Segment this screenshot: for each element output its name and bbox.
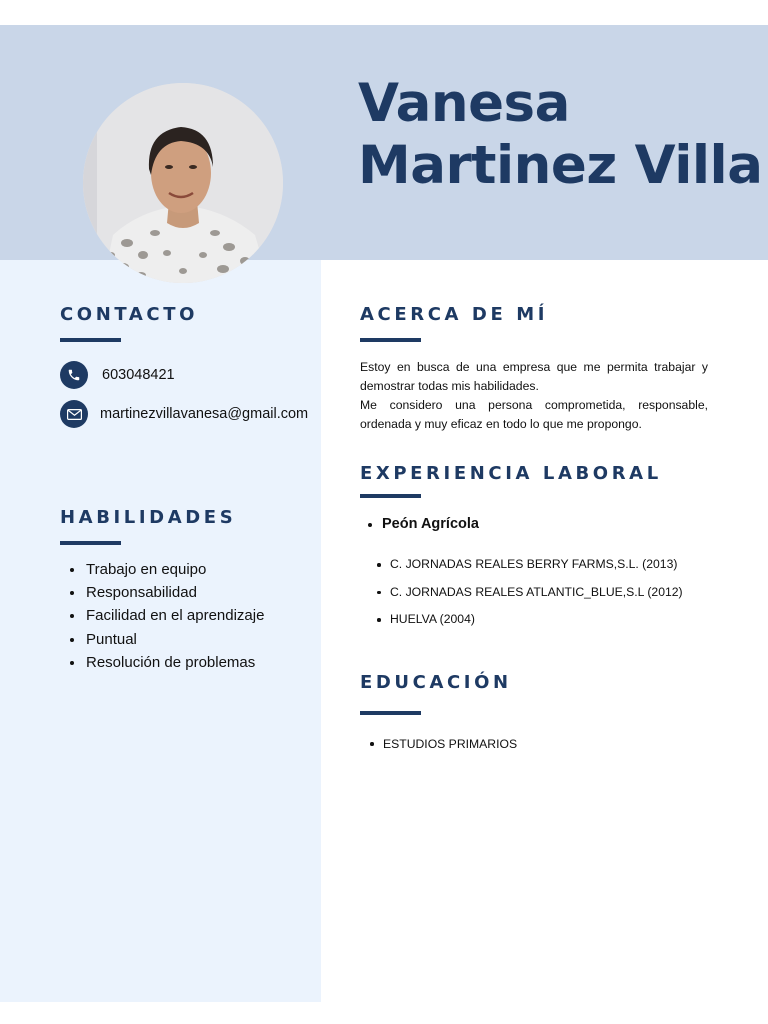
full-name [358,73,762,197]
email-address: martinezvillavanesa@gmail.com [100,406,309,422]
skills-list [86,558,264,674]
phone-icon [60,361,88,389]
experience-role: Peón Agrícola [382,516,479,532]
experience-item: HUELVA (2004) [390,606,683,634]
skill-item: Facilidad en el aprendizaje [86,604,264,627]
education-section-title: EDUCACIÓN [360,672,512,693]
experience-item: C. JORNADAS REALES BERRY FARMS,S.L. (2013) [390,551,683,579]
first-name: Vanesa [358,73,570,134]
experience-role-list [382,514,479,534]
envelope-icon [60,400,88,428]
education-title-underline [360,711,421,715]
about-text [360,358,708,434]
about-title-underline [360,338,421,342]
skill-item: Resolución de problemas [86,651,264,674]
last-name: Martinez Villa [358,135,763,196]
about-paragraph: Estoy en busca de una empresa que me permita trabajar y demostrar todas mis habilidades. [360,360,708,393]
skill-item: Responsabilidad [86,581,264,604]
experience-item: C. JORNADAS REALES ATLANTIC_BLUE,S.L (2012) [390,579,683,607]
about-section-title: ACERCA DE MÍ [360,304,549,325]
education-item: ESTUDIOS PRIMARIOS [383,737,518,751]
experience-list [390,551,683,634]
contact-title-underline [60,338,121,342]
profile-photo [83,83,283,283]
contact-section-title: CONTACTO [60,304,198,325]
experience-title-underline [360,494,421,498]
contact-phone-row [60,361,175,389]
skills-title-underline [60,541,121,545]
skill-item: Trabajo en equipo [86,558,264,581]
phone-number: 603048421 [102,367,175,383]
skill-item: Puntual [86,628,264,651]
skills-section-title: HABILIDADES [60,507,237,528]
about-paragraph: Me considero una persona comprometida, responsable, ordenada y muy eficaz en todo lo que me propongo. [360,398,708,431]
contact-email-row [60,400,308,428]
education-list [383,735,517,753]
experience-section-title: EXPERIENCIA LABORAL [360,463,662,484]
